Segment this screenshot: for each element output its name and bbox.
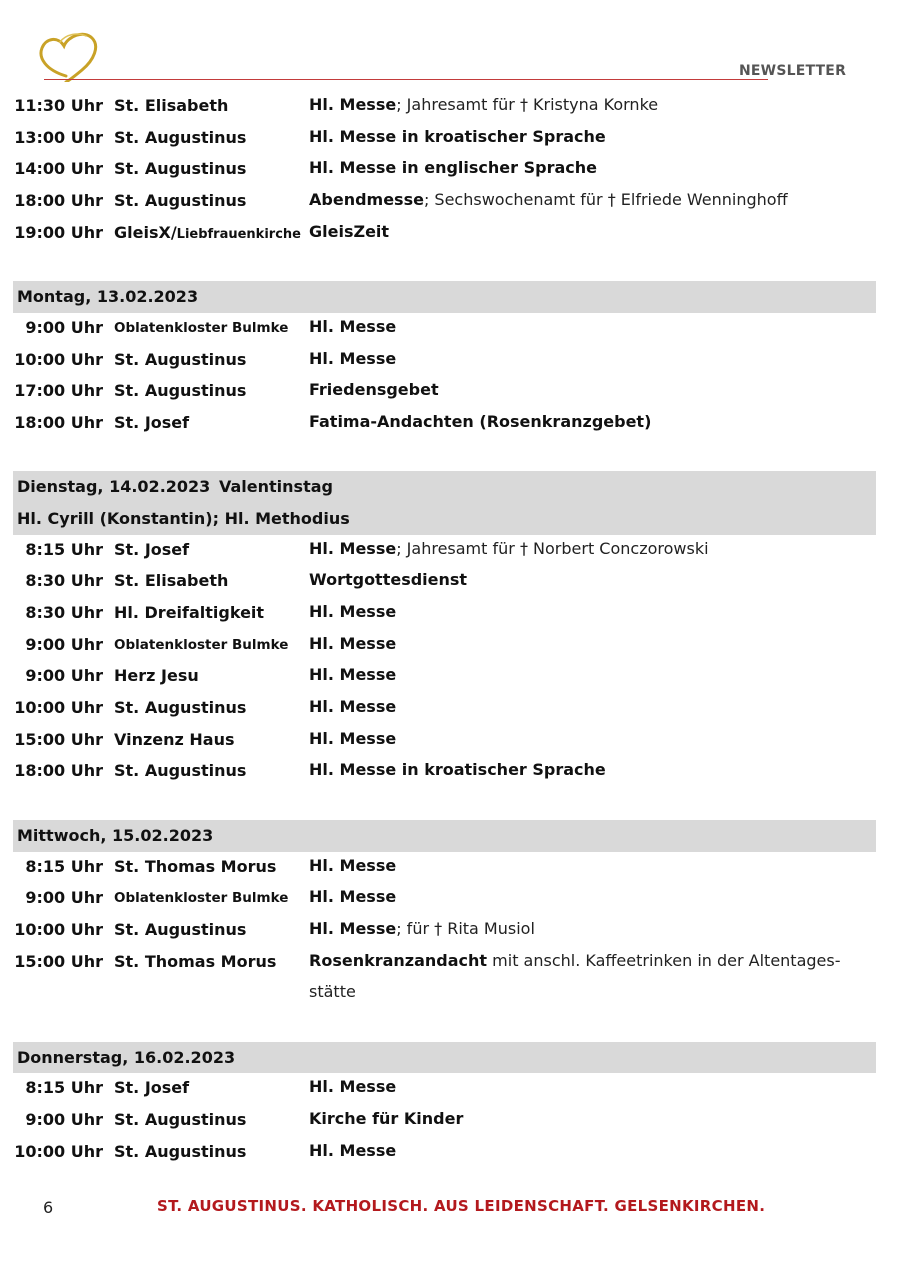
entry-title: Rosenkranzandacht: [309, 950, 488, 970]
entry-location: Oblatenkloster Bulmke: [114, 319, 289, 336]
entry-title: Abendmesse: [309, 190, 424, 210]
entry-location: Oblatenkloster Bulmke: [114, 890, 289, 907]
entry-time: 8:15 Uhr: [25, 1078, 103, 1098]
entry-note: ; Sechswochenamt für † Elfriede Wenninghoff: [423, 190, 788, 210]
entry-location: St. Thomas Morus: [114, 856, 277, 876]
entry-title: Hl. Messe: [309, 633, 397, 653]
entry-service: [309, 89, 859, 121]
day-header: [13, 1042, 876, 1074]
entry-time: 8:15 Uhr: [25, 539, 103, 559]
day-label: Mittwoch, 15.02.2023: [17, 825, 214, 845]
entry-location: St. Augustinus: [114, 191, 247, 211]
entry-title: Hl. Messe in englischer Sprache: [309, 158, 597, 178]
day-header: [13, 281, 876, 313]
entry-location-sub: Liebfrauenkirche: [176, 226, 301, 242]
entry-service: [309, 406, 859, 438]
schedule-row: [13, 1073, 876, 1105]
entry-location: St. Augustinus: [114, 698, 247, 718]
entry-service: [309, 311, 859, 343]
entry-title: GleisZeit: [309, 221, 390, 241]
entry-title: Hl. Messe: [309, 887, 397, 907]
footer-slogan: ST. AUGUSTINUS. KATHOLISCH. AUS LEIDENSCHAFT. GELSENKIRCHEN.: [157, 1197, 766, 1215]
day-header: [13, 471, 876, 503]
entry-service: [309, 1135, 859, 1167]
entry-note: ; Jahresamt für † Norbert Conczorowski: [396, 538, 709, 558]
schedule: [13, 91, 876, 1168]
schedule-row: [13, 123, 876, 155]
entry-location: St. Elisabeth: [114, 571, 229, 591]
schedule-row: [13, 376, 876, 408]
entry-service: [309, 343, 859, 375]
schedule-row: [13, 218, 876, 250]
entry-location: St. Elisabeth: [114, 96, 229, 115]
entry-service: [309, 533, 859, 565]
entry-title: Hl. Messe: [309, 918, 397, 938]
schedule-row: [13, 186, 876, 218]
entry-title: Friedensgebet: [309, 380, 439, 400]
day-note: Valentinstag: [219, 477, 333, 497]
entry-time: 14:00 Uhr: [14, 159, 103, 179]
entry-title: Kirche für Kinder: [309, 1109, 464, 1129]
entry-service: [309, 121, 859, 153]
entry-time: 13:00 Uhr: [14, 127, 103, 147]
page-number: 6: [43, 1198, 54, 1217]
schedule-row: [13, 883, 876, 915]
entry-time: 19:00 Uhr: [14, 222, 103, 242]
entry-note: mit anschl. Kaffeetrinken in der Altentages-stätte: [309, 950, 841, 1002]
schedule-row: [13, 852, 876, 884]
schedule-row: [13, 408, 876, 440]
entry-time: 10:00 Uhr: [14, 349, 103, 369]
schedule-row: [13, 313, 876, 345]
entry-title: Hl. Messe in kroatischer Sprache: [309, 126, 606, 146]
entry-location: St. Josef: [114, 539, 190, 559]
spacer: [13, 249, 876, 281]
header-divider: [44, 79, 768, 80]
schedule-row: [13, 693, 876, 725]
entry-title: Wortgottesdienst: [309, 570, 468, 590]
entry-location: Vinzenz Haus: [114, 729, 235, 749]
entry-time: 15:00 Uhr: [14, 951, 103, 971]
entry-location: [114, 223, 301, 242]
entry-title: Hl. Messe: [309, 665, 397, 685]
entry-title: Hl. Messe: [309, 95, 397, 114]
entry-service: [309, 945, 859, 1008]
day-header: [13, 820, 876, 852]
spacer: [13, 1010, 876, 1042]
day-header-saints: [13, 503, 876, 535]
entry-title: Hl. Messe: [309, 348, 397, 368]
entry-service: [309, 913, 859, 945]
entry-location: St. Augustinus: [114, 919, 247, 939]
spacer: [13, 788, 876, 820]
entry-service: [309, 374, 859, 406]
entry-title: Hl. Messe: [309, 855, 397, 875]
entry-time: 9:00 Uhr: [25, 1110, 103, 1130]
schedule-row: [13, 915, 876, 947]
entry-service: [309, 850, 859, 882]
entry-service: [309, 1071, 859, 1103]
entry-time: 18:00 Uhr: [14, 412, 103, 432]
entry-location: St. Augustinus: [114, 159, 247, 179]
schedule-row: [13, 947, 876, 1010]
newsletter-label: NEWSLETTER: [739, 63, 847, 79]
day-label: Montag, 13.02.2023: [17, 287, 199, 307]
entry-time: 8:30 Uhr: [25, 571, 103, 591]
entry-time: 11:30 Uhr: [14, 96, 103, 115]
entry-title: Hl. Messe: [309, 538, 397, 558]
entry-time: 18:00 Uhr: [14, 191, 103, 211]
entry-time: 9:00 Uhr: [25, 317, 103, 337]
entry-location: St. Augustinus: [114, 1141, 247, 1161]
entry-time: 10:00 Uhr: [14, 1141, 103, 1161]
schedule-row: [13, 566, 876, 598]
entry-time: 18:00 Uhr: [14, 761, 103, 781]
entry-title: Hl. Messe: [309, 1140, 397, 1160]
schedule-row: [13, 756, 876, 788]
schedule-row: [13, 345, 876, 377]
entry-location: St. Augustinus: [114, 761, 247, 781]
schedule-row: [13, 535, 876, 567]
entry-title: Hl. Messe: [309, 602, 397, 621]
entry-location: St. Augustinus: [114, 127, 247, 147]
entry-service: [309, 754, 859, 786]
entry-title: Hl. Messe in kroatischer Sprache: [309, 760, 606, 780]
heart-logo-icon: [36, 30, 102, 82]
schedule-row: [13, 661, 876, 693]
entry-time: 15:00 Uhr: [14, 729, 103, 749]
entry-location: St. Josef: [114, 412, 190, 432]
entry-note: ; Jahresamt für † Kristyna Kornke: [396, 95, 659, 114]
entry-service: [309, 152, 859, 184]
entry-time: 17:00 Uhr: [14, 381, 103, 401]
entry-title: Fatima-Andachten (Rosenkranzgebet): [309, 411, 652, 431]
entry-title: Hl. Messe: [309, 697, 397, 717]
entry-time: 9:00 Uhr: [25, 634, 103, 654]
schedule-row: [13, 91, 876, 123]
entry-location: Oblatenkloster Bulmke: [114, 636, 289, 653]
entry-service: [309, 216, 859, 248]
entry-service: [309, 659, 859, 691]
entry-location-main: GleisX/: [114, 222, 177, 242]
entry-time: 9:00 Uhr: [25, 888, 103, 908]
entry-service: [309, 628, 859, 660]
day-saints: Hl. Cyrill (Konstantin); Hl. Methodius: [17, 508, 350, 528]
entry-time: 9:00 Uhr: [25, 666, 103, 686]
entry-time: 8:30 Uhr: [25, 603, 103, 622]
entry-note: ; für † Rita Musiol: [396, 918, 535, 938]
schedule-row: [13, 725, 876, 757]
entry-location: St. Thomas Morus: [114, 951, 277, 971]
entry-time: 10:00 Uhr: [14, 919, 103, 939]
day-label: Dienstag, 14.02.2023: [17, 477, 211, 497]
entry-service: [309, 564, 859, 596]
schedule-row: [13, 154, 876, 186]
schedule-row: [13, 1137, 876, 1169]
entry-location: Herz Jesu: [114, 666, 199, 686]
schedule-row: [13, 1105, 876, 1137]
entry-time: 10:00 Uhr: [14, 698, 103, 718]
schedule-row: [13, 630, 876, 662]
entry-title: Hl. Messe: [309, 728, 397, 748]
spacer: [13, 440, 876, 472]
entry-service: [309, 723, 859, 755]
entry-service: [309, 184, 859, 216]
entry-location: St. Augustinus: [114, 1110, 247, 1130]
schedule-row: [13, 598, 876, 630]
entry-service: [309, 881, 859, 913]
entry-service: [309, 691, 859, 723]
entry-location: St. Augustinus: [114, 349, 247, 369]
entry-location: Hl. Dreifaltigkeit: [114, 603, 265, 622]
entry-title: Hl. Messe: [309, 316, 397, 336]
entry-time: 8:15 Uhr: [25, 856, 103, 876]
day-label: Donnerstag, 16.02.2023: [17, 1047, 236, 1067]
entry-service: [309, 1103, 859, 1135]
entry-location: St. Augustinus: [114, 381, 247, 401]
entry-location: St. Josef: [114, 1078, 190, 1098]
entry-title: Hl. Messe: [309, 1077, 397, 1097]
entry-service: [309, 596, 859, 628]
